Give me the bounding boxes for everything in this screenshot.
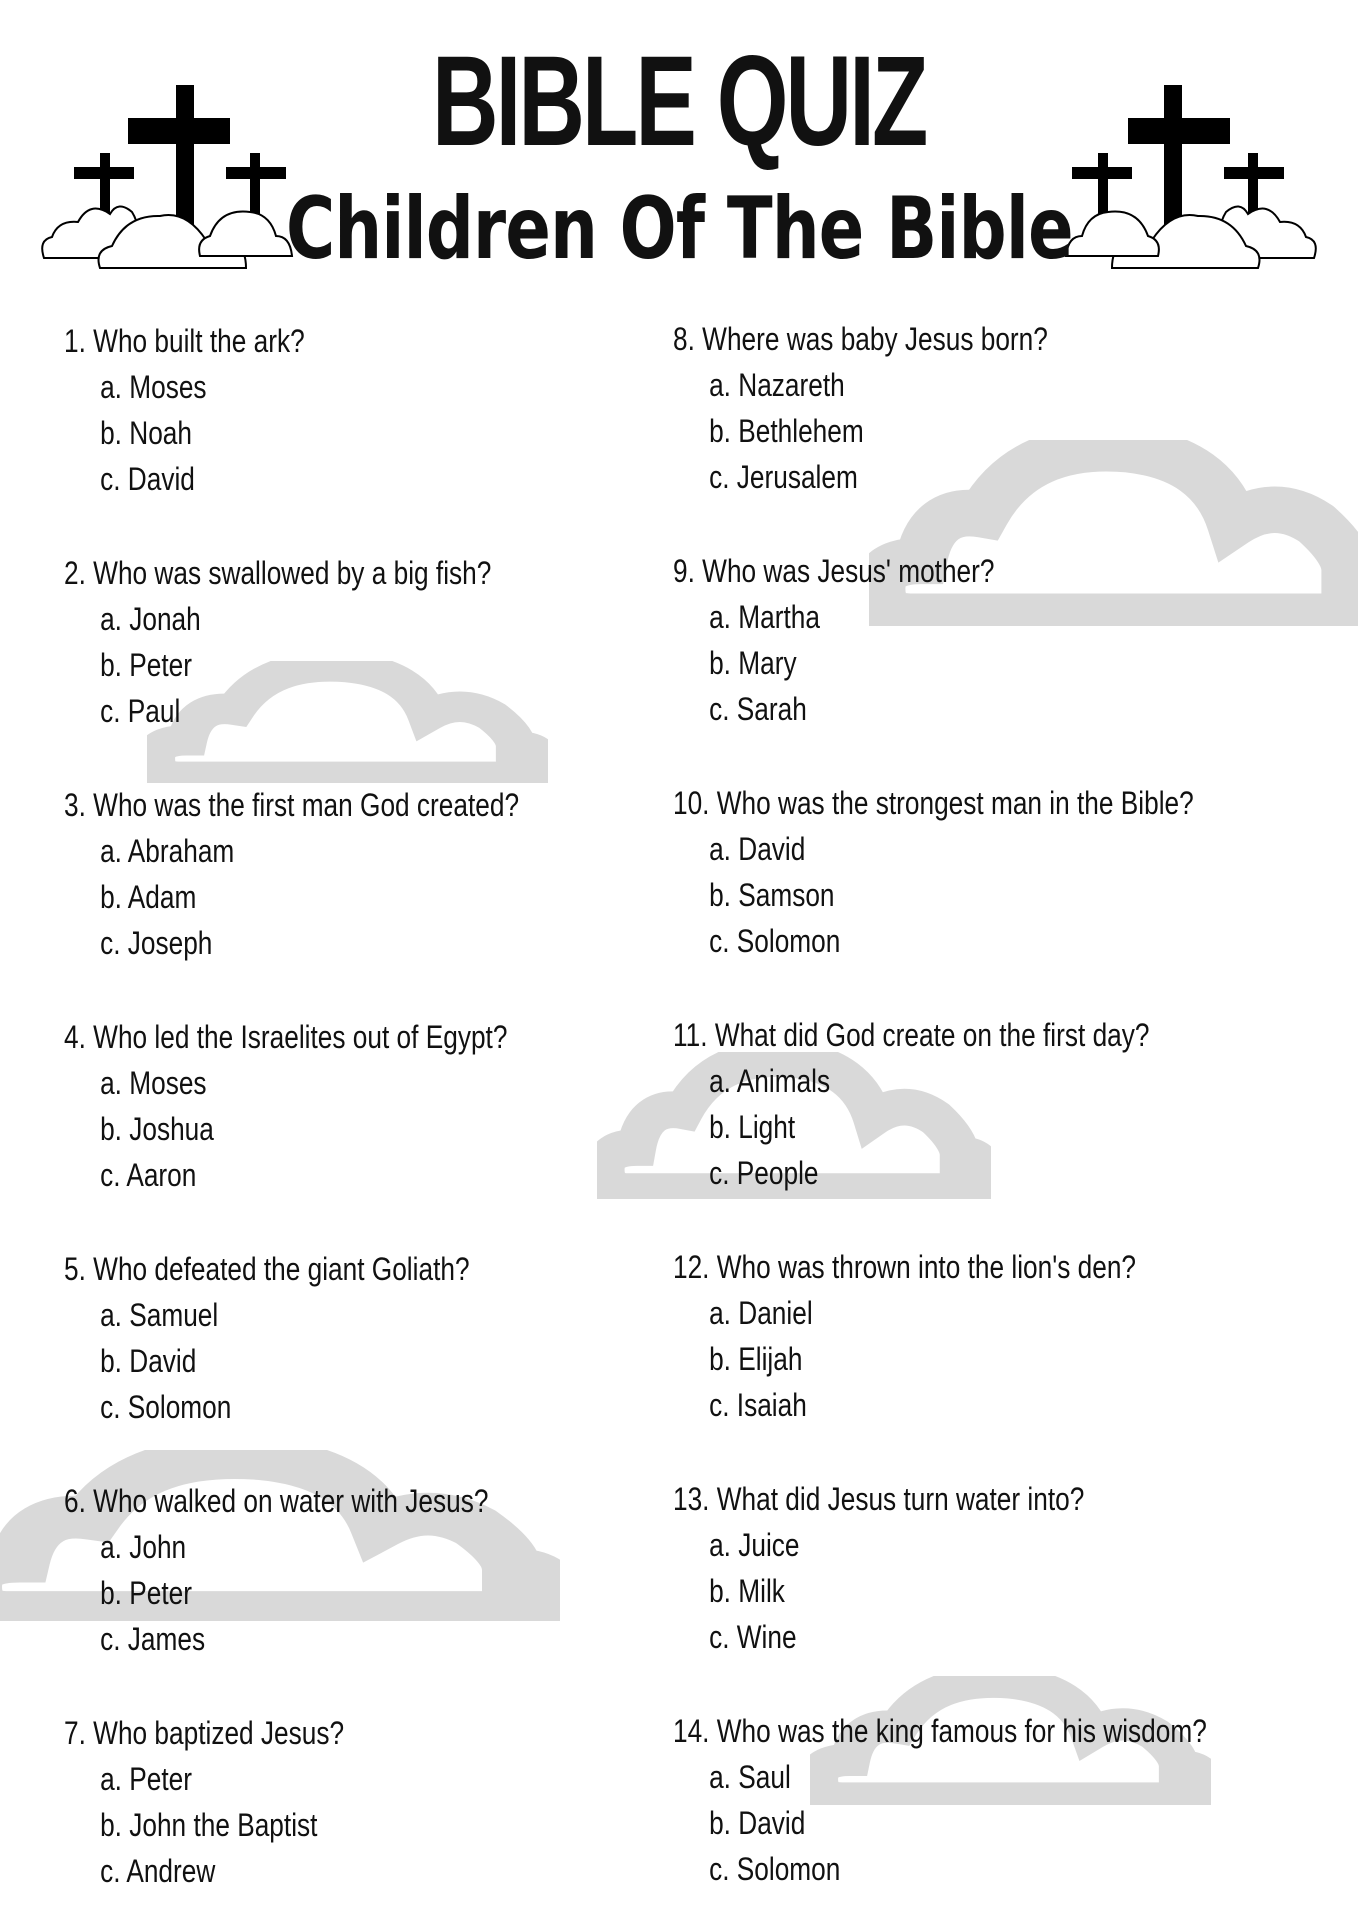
page-title-text: BIBLE QUIZ (432, 30, 926, 173)
question-text: 8. Where was baby Jesus born? (673, 321, 1048, 357)
answer-option: c. Isaiah (709, 1387, 807, 1423)
answer-option: c. Wine (709, 1619, 797, 1655)
question-block (64, 550, 585, 734)
question-block (673, 1012, 1254, 1196)
answer-option: c. James (100, 1621, 206, 1657)
answer-option: a. Moses (100, 1065, 207, 1101)
question-text: 12. Who was thrown into the lion's den? (673, 1249, 1137, 1285)
answer-option: b. Samson (709, 877, 835, 913)
question-text: 7. Who baptized Jesus? (64, 1715, 345, 1751)
question-text: 9. Who was Jesus' mother? (673, 553, 995, 589)
question-text: 14. Who was the king famous for his wisdom? (673, 1713, 1207, 1749)
question-block (673, 1476, 1175, 1660)
question-block (673, 1244, 1238, 1428)
answer-option: a. Moses (100, 369, 207, 405)
question-block (64, 1478, 582, 1662)
answer-option: a. Jonah (100, 601, 201, 637)
answer-option: a. Saul (709, 1759, 791, 1795)
answer-option: b. Mary (709, 645, 797, 681)
answer-option: b. Elijah (709, 1341, 803, 1377)
answer-option: b. John the Baptist (100, 1807, 318, 1843)
answer-option: c. Aaron (100, 1157, 197, 1193)
answer-option: b. David (709, 1805, 806, 1841)
answer-option: c. Solomon (100, 1389, 232, 1425)
answer-option: c. Jerusalem (709, 459, 858, 495)
answer-option: b. Noah (100, 415, 192, 451)
answer-option: b. Joshua (100, 1111, 214, 1147)
question-block (673, 548, 1065, 732)
question-block (673, 1708, 1324, 1892)
question-block (64, 1246, 559, 1430)
page-title (0, 30, 1358, 173)
question-block (64, 1710, 406, 1894)
question-text: 2. Who was swallowed by a big fish? (64, 555, 492, 591)
answer-option: c. Andrew (100, 1853, 216, 1889)
question-text: 3. Who was the first man God created? (64, 787, 520, 823)
answer-option: a. Abraham (100, 833, 235, 869)
question-text: 13. What did Jesus turn water into? (673, 1481, 1085, 1517)
answer-option: c. Joseph (100, 925, 213, 961)
answer-option: c. Sarah (709, 691, 807, 727)
question-text: 11. What did God create on the first day? (673, 1017, 1150, 1053)
question-block (64, 782, 619, 966)
answer-option: b. Peter (100, 647, 192, 683)
question-block (64, 1014, 605, 1198)
question-block (64, 318, 357, 502)
answer-option: a. Samuel (100, 1297, 219, 1333)
answer-option: a. Juice (709, 1527, 800, 1563)
question-text: 10. Who was the strongest man in the Bible? (673, 785, 1194, 821)
answer-option: b. Light (709, 1109, 796, 1145)
question-block (673, 316, 1130, 500)
question-block (673, 780, 1308, 964)
answer-option: c. Solomon (709, 1851, 841, 1887)
answer-option: a. John (100, 1529, 187, 1565)
answer-option: a. Nazareth (709, 367, 845, 403)
question-text: 6. Who walked on water with Jesus? (64, 1483, 489, 1519)
answer-option: c. David (100, 461, 195, 497)
answer-option: a. Peter (100, 1761, 192, 1797)
answer-option: a. David (709, 831, 806, 867)
question-text: 1. Who built the ark? (64, 323, 305, 359)
answer-option: b. Adam (100, 879, 197, 915)
page-subtitle (0, 179, 1358, 279)
answer-option: c. Paul (100, 693, 181, 729)
answer-option: b. Bethlehem (709, 413, 864, 449)
question-text: 4. Who led the Israelites out of Egypt? (64, 1019, 508, 1055)
answer-option: c. People (709, 1155, 819, 1191)
page-subtitle-text: Children Of The Bible (285, 179, 1073, 279)
answer-option: a. Daniel (709, 1295, 813, 1331)
answer-option: b. David (100, 1343, 197, 1379)
answer-option: a. Animals (709, 1063, 831, 1099)
question-text: 5. Who defeated the giant Goliath? (64, 1251, 470, 1287)
answer-option: b. Milk (709, 1573, 785, 1609)
answer-option: b. Peter (100, 1575, 192, 1611)
answer-option: a. Martha (709, 599, 820, 635)
answer-option: c. Solomon (709, 923, 841, 959)
